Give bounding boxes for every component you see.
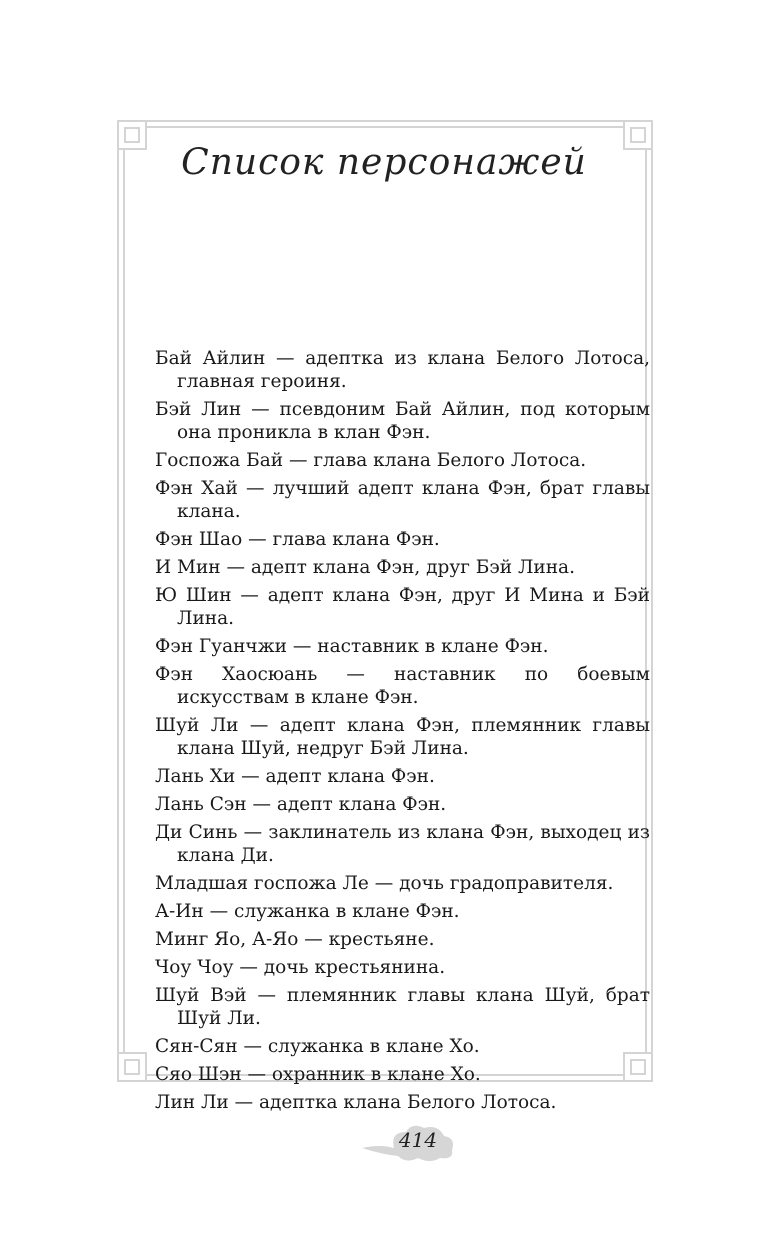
list-item: Госпожа Бай — глава клана Белого Лотоса.	[155, 450, 587, 471]
list-item: И Мин — адепт клана Фэн, друг Бэй Лина.	[155, 557, 575, 578]
list-item: Сяо Шэн — охранник в клане Хо.	[155, 1064, 481, 1085]
list-item: Фэн Гуанчжи — наставник в клане Фэн.	[155, 636, 549, 657]
list-item: Фэн Хаосюань — наставник по боевым искусствам в клане Фэн.	[155, 664, 650, 708]
list-item: Лань Хи — адепт клана Фэн.	[155, 766, 435, 787]
list-item: Младшая госпожа Ле — дочь градоправителя.	[155, 873, 614, 894]
list-item: Бай Айлин — адептка из клана Белого Лотоса, главная героиня.	[155, 348, 650, 392]
list-item: Ди Синь — заклинатель из клана Фэн, выходец из клана Ди.	[155, 822, 650, 866]
page-number-badge	[360, 1118, 460, 1164]
list-item: А-Ин — служанка в клане Фэн.	[155, 901, 460, 922]
list-item: Фэн Шао — глава клана Фэн.	[155, 529, 440, 550]
list-item: Ю Шин — адепт клана Фэн, друг И Мина и Бэй Лина.	[155, 585, 650, 629]
list-item: Бэй Лин — псевдоним Бай Айлин, под которым она проникла в клан Фэн.	[155, 399, 650, 443]
list-item: Чоу Чоу — дочь крестьянина.	[155, 957, 446, 978]
list-item: Лин Ли — адептка клана Белого Лотоса.	[155, 1092, 557, 1113]
list-item: Шуй Ли — адепт клана Фэн, племянник главы клана Шуй, недруг Бэй Лина.	[155, 715, 650, 759]
list-item: Сян-Сян — служанка в клане Хо.	[155, 1036, 480, 1057]
page-title: Список персонажей	[181, 142, 587, 183]
list-item: Лань Сэн — адепт клана Фэн.	[155, 794, 447, 815]
list-item: Фэн Хай — лучший адепт клана Фэн, брат главы клана.	[155, 478, 650, 522]
corner-ornament-bottom-left	[117, 1052, 147, 1082]
list-item: Минг Яо, А-Яо — крестьяне.	[155, 929, 435, 950]
character-list	[155, 347, 650, 1119]
page-number: 414	[398, 1128, 438, 1152]
list-item: Шуй Вэй — племянник главы клана Шуй, брат Шуй Ли.	[155, 985, 650, 1029]
